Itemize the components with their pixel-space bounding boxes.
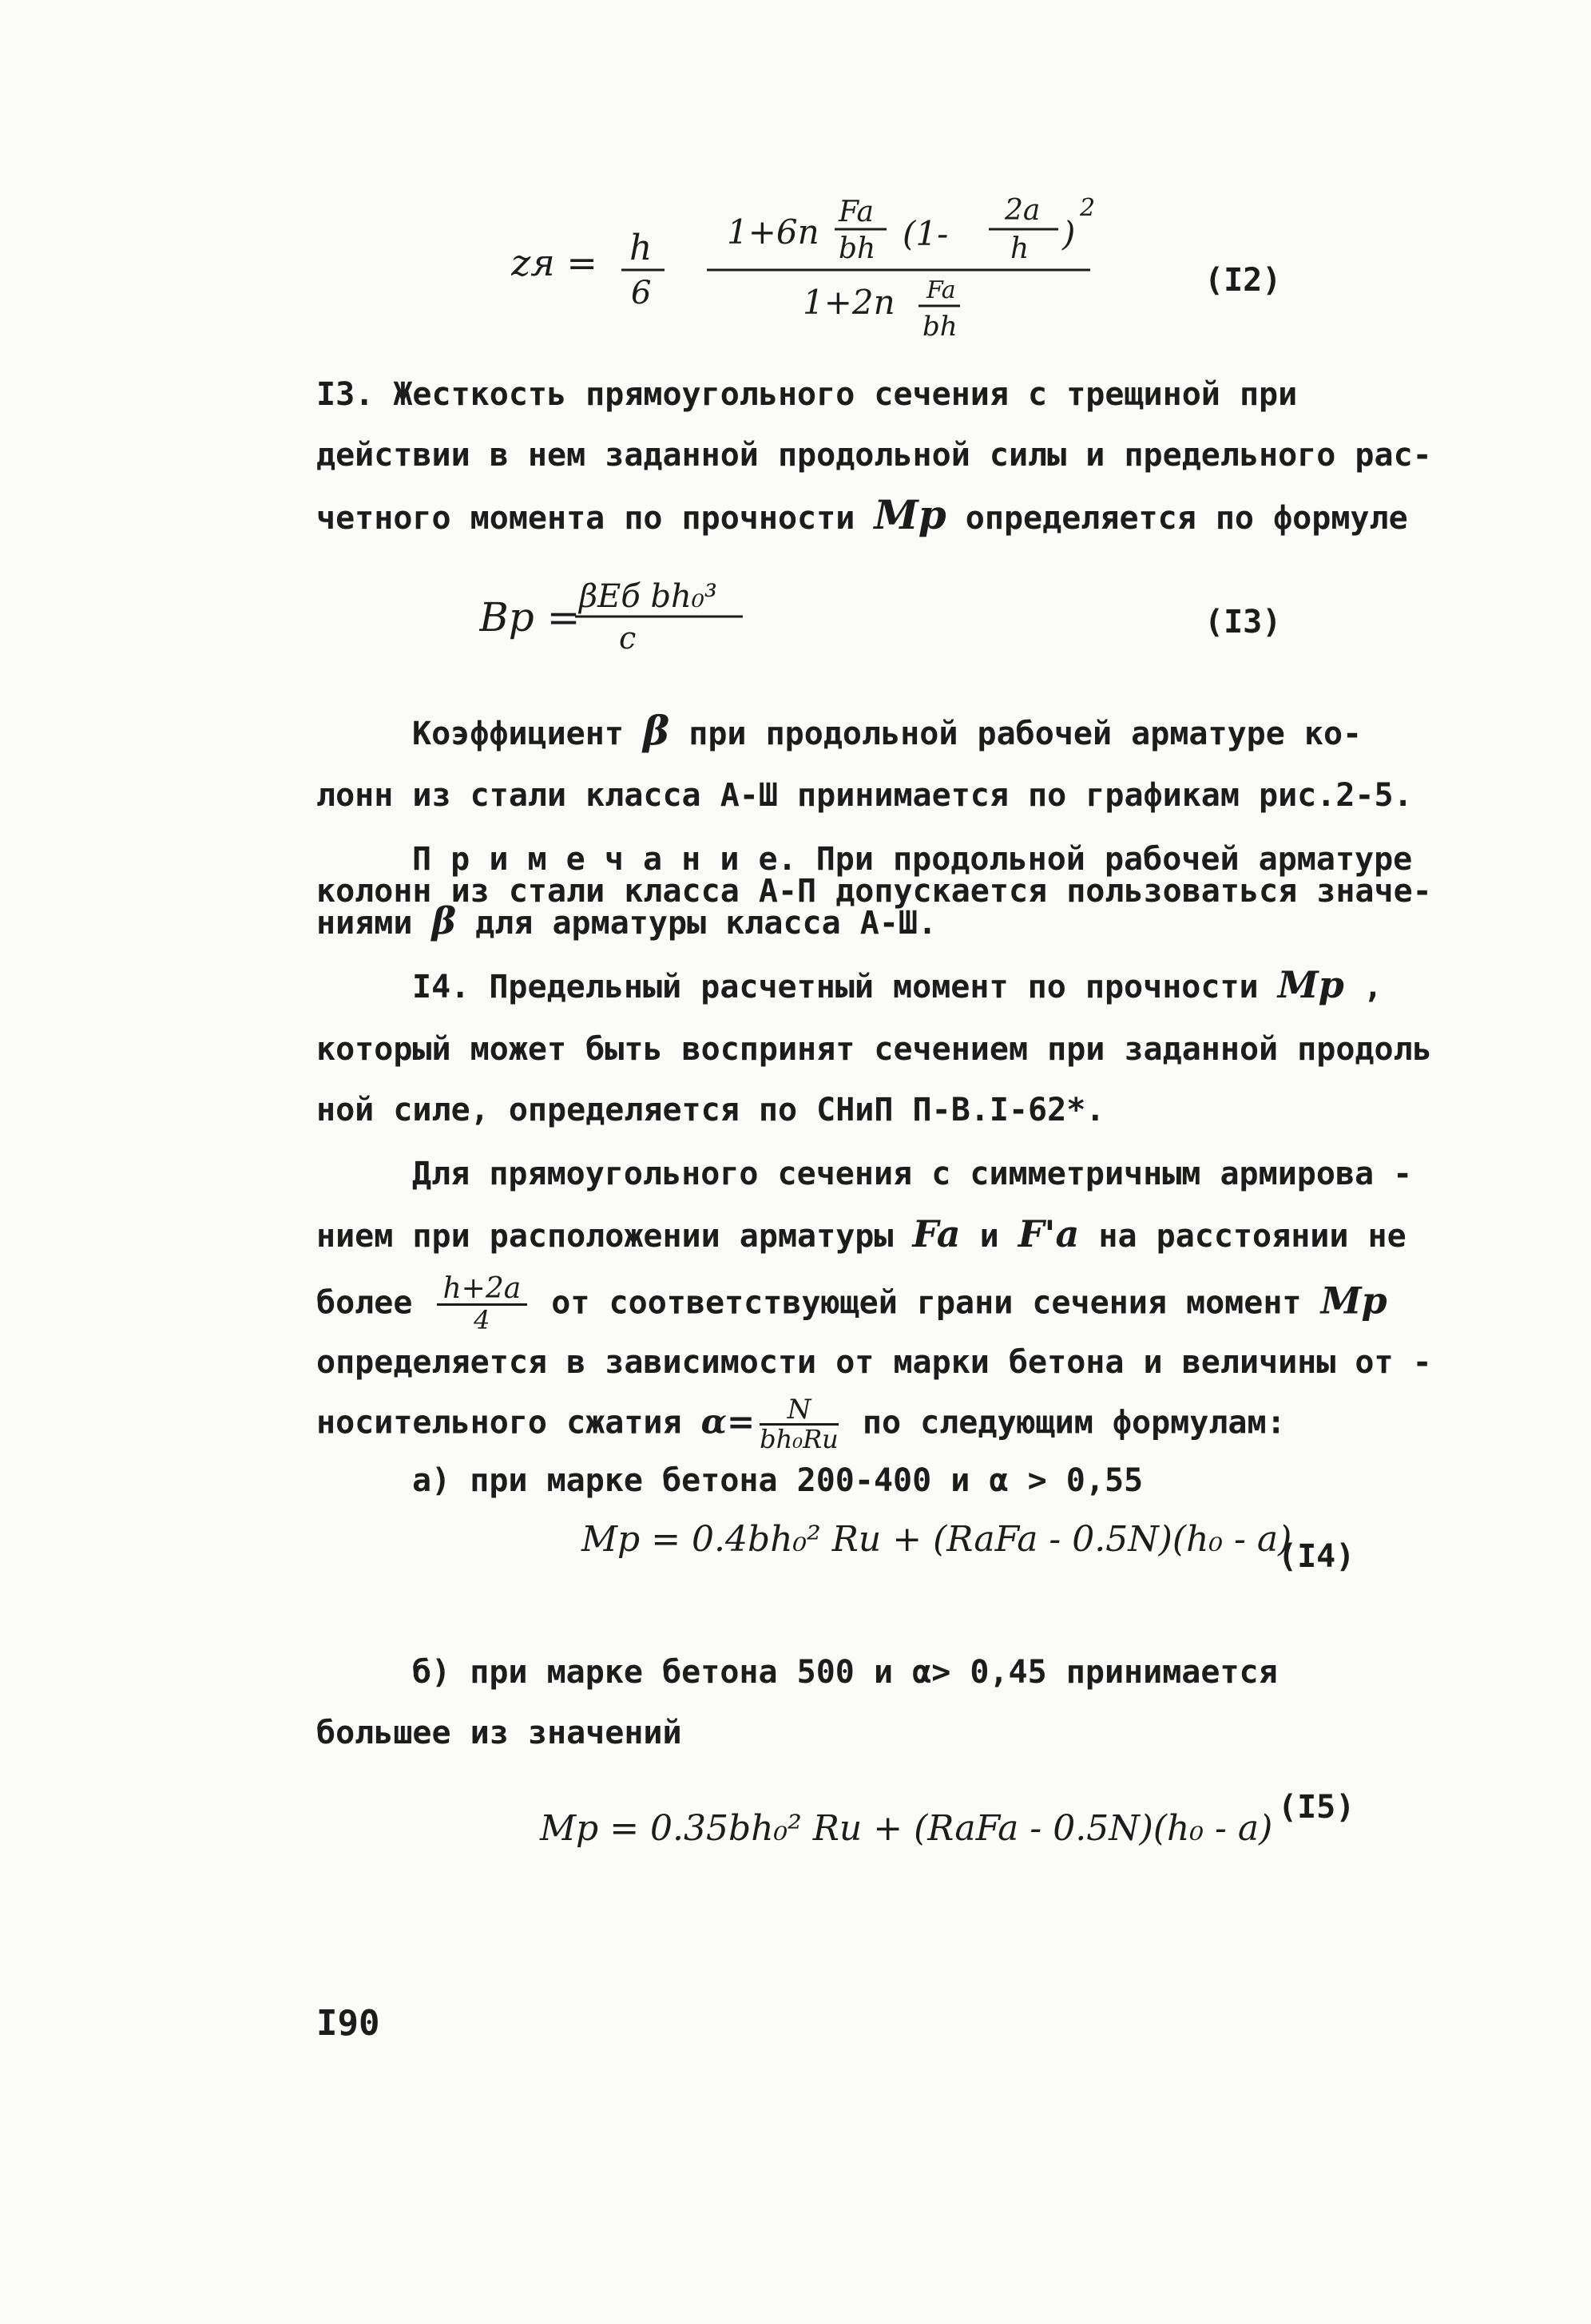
p14-line-2: который может быть воспринят сечением при заданной продоль xyxy=(316,1031,1432,1068)
formula-12 xyxy=(511,180,1134,359)
f12-h2: h xyxy=(1010,232,1030,265)
f12-2a: 2a xyxy=(1005,194,1041,227)
case-b-line-1: б) при марке бетона 500 и α> 0,45 принимается xyxy=(412,1654,1278,1691)
rect-line-2m: и xyxy=(960,1218,1018,1255)
f12-h: h xyxy=(629,228,653,268)
fraction-alpha xyxy=(760,1396,839,1453)
rect-line-5a: носительного сжатия xyxy=(316,1404,701,1442)
rect-line-4: определяется в зависимости от марки бетона и величины от - xyxy=(316,1344,1432,1381)
f12-sq: 2 xyxy=(1080,194,1096,222)
rect-line-5b: по следующим формулам: xyxy=(843,1404,1286,1442)
p13-line-2: действии в нем заданной продольной силы и предельного рас- xyxy=(316,437,1432,474)
case-b-line-2: большее из значений xyxy=(316,1715,682,1751)
rect-line-2b: на расстоянии не xyxy=(1079,1218,1407,1255)
formula-13 xyxy=(479,559,767,679)
symbol-beta: β xyxy=(642,707,670,754)
p13-line-1: I3. Жесткость прямоугольного сечения с трещиной при xyxy=(316,376,1298,413)
alpha-eq: α= xyxy=(700,1402,756,1442)
eq-number-15: (I5) xyxy=(1278,1789,1355,1826)
coef-line-1b: при продольной рабочей арматуре ко- xyxy=(669,716,1363,752)
f12-six: 6 xyxy=(631,275,652,311)
f12-lhs: zя = xyxy=(511,241,597,284)
f12-bh: bh xyxy=(839,232,876,265)
coef-line-1a: Коэффициент xyxy=(412,716,643,752)
rect-line-2 xyxy=(316,1214,1428,1259)
eq-number-12: (I2) xyxy=(1204,262,1282,299)
fraction-den: 4 xyxy=(474,1305,490,1335)
p14-line-1b: , xyxy=(1343,969,1383,1005)
coef-line-2: лонн из стали класса А-Ш принимается по графикам рис.2-5. xyxy=(316,777,1413,814)
case-a: а) при марке бетона 200-400 и α > 0,55 xyxy=(412,1462,1144,1499)
rect-line-3b: от соответствующей грани сечения момент xyxy=(532,1284,1321,1322)
note-line-1: П р и м е ч а н и е. При продольной рабочей арматуре xyxy=(412,841,1413,878)
p14-line-1a: I4. Предельный расчетный момент по прочности xyxy=(412,969,1278,1005)
p13-line-3 xyxy=(316,491,1428,541)
fraction-alpha-den: bh₀Ru xyxy=(760,1424,839,1454)
rect-line-3a: более xyxy=(316,1284,432,1322)
note-line-3 xyxy=(316,901,1428,946)
rect-line-1: Для прямоугольного сечения с симметричным армирова - xyxy=(412,1156,1413,1192)
page-number: I90 xyxy=(316,2003,380,2044)
symbol-beta-note: β xyxy=(431,899,457,942)
f13-den: c xyxy=(619,621,637,656)
note-line-3b: для арматуры класса А-Ш. xyxy=(456,905,938,942)
formula-15: Mp = 0.35bh₀² Ru + (RaFa - 0.5N)(h₀ - a) xyxy=(540,1808,1273,1849)
fraction-alpha-num: N xyxy=(760,1396,839,1426)
rect-line-5 xyxy=(316,1396,1428,1460)
coef-line-1 xyxy=(412,707,1524,756)
p14-line-1 xyxy=(412,965,1524,1009)
symbol-mp-2: Mp xyxy=(1277,963,1344,1006)
fraction-h2a-4 xyxy=(437,1272,528,1335)
f13-lhs: Bp = xyxy=(479,594,581,640)
note-line-3a: ниями xyxy=(316,905,432,942)
f12-fa2: Fa xyxy=(926,276,956,304)
eq-number-13: (I3) xyxy=(1204,604,1282,640)
f13-num: βEб bh₀³ xyxy=(579,578,717,615)
rect-line-2a: нием при расположении арматуры xyxy=(316,1218,913,1255)
p13-line-3a: четного момента по прочности xyxy=(316,500,875,537)
f12-bh2: bh xyxy=(922,311,958,343)
p14-line-3: ной силе, определяется по СНиП П-В.I-62*. xyxy=(316,1092,1105,1128)
rect-line-3 xyxy=(316,1272,1428,1338)
f12-fa: Fa xyxy=(839,196,874,228)
symbol-fa: Fa xyxy=(912,1212,961,1255)
symbol-mp: Mp xyxy=(874,491,946,538)
f12-den-start: 1+2n xyxy=(803,283,895,322)
f12-num-start: 1+6n xyxy=(727,212,819,252)
symbol-mp-3: Mp xyxy=(1320,1279,1387,1323)
p13-line-3b: определяется по формуле xyxy=(946,500,1408,537)
f12-paren-close: ) xyxy=(1062,214,1076,253)
eq-number-14: (I4) xyxy=(1278,1538,1355,1575)
f12-paren-open: (1- xyxy=(903,214,949,253)
formula-14: Mp = 0.4bh₀² Ru + (RaFa - 0.5N)(h₀ - a) xyxy=(581,1519,1292,1560)
note-line-2: колонн из стали класса А-П допускается пользоваться значе- xyxy=(316,873,1432,910)
fraction-num: h+2a xyxy=(437,1275,528,1306)
symbol-fa-prime: F'a xyxy=(1018,1212,1080,1255)
